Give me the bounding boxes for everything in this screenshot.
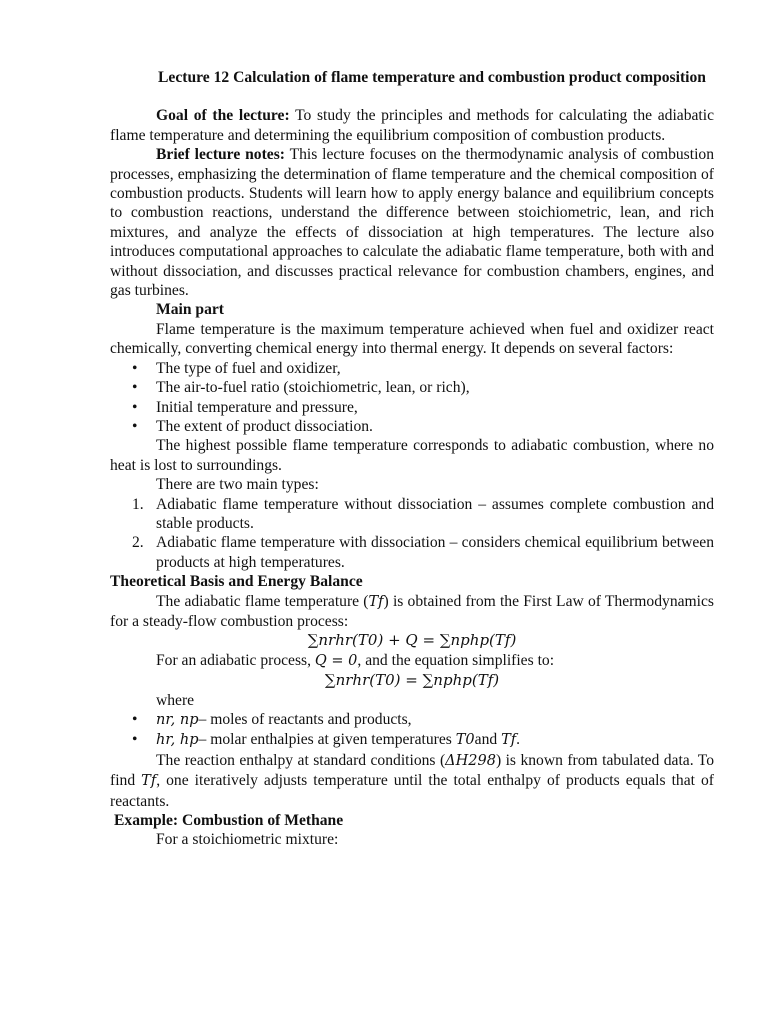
delta-h-symbol: ΔH298	[445, 752, 496, 769]
reaction-paragraph	[110, 751, 714, 811]
theory-post: ) is obtained from the First Law of Thermodynamics for a steady-flow combustion process:	[110, 592, 714, 630]
item-text: Adiabatic flame temperature with dissociation – considers chemical equilibrium between products at high temperatures.	[156, 534, 714, 571]
types-intro: There are two main types:	[156, 476, 319, 494]
list-item: • The type of fuel and oxidizer,	[110, 359, 714, 378]
item-text: Adiabatic flame temperature without dissociation – assumes complete combustion and stable products.	[156, 495, 714, 532]
list-item: • Initial temperature and pressure,	[110, 398, 714, 417]
list-item: • The extent of product dissociation.	[110, 417, 714, 436]
enthalpy-text: – molar enthalpies at given temperatures	[198, 731, 456, 749]
highest-paragraph: The highest possible flame temperature corresponds to adiabatic combustion, where no heat is lost to surroundings.	[110, 437, 714, 474]
reaction-pre: The reaction enthalpy at standard conditions (	[156, 751, 446, 769]
goal-text: To study the principles and methods for calculating the adiabatic flame temperature and determining the equilibrium composition of combustion products.	[110, 107, 715, 144]
adiabatic-pre: For an adiabatic process,	[156, 651, 315, 669]
tf-symbol: Tf	[501, 732, 517, 749]
main-intro: Flame temperature is the maximum temperature achieved when fuel and oxidizer react chemically, converting chemical energy into thermal energy. It depends on several factors:	[110, 320, 714, 358]
goal-label: Goal of the lecture:	[156, 107, 290, 125]
moles-symbol: nr, np	[156, 712, 199, 728]
item-number: 1.	[132, 495, 144, 513]
notes-paragraph	[110, 145, 714, 300]
document-page	[110, 68, 714, 850]
enthalpy-symbol: hr, hp	[156, 732, 199, 749]
goal-paragraph	[110, 106, 714, 145]
theory-heading: Theoretical Basis and Energy Balance	[110, 573, 363, 591]
list-item: • The air-to-fuel ratio (stoichiometric, lean, or rich),	[110, 378, 714, 397]
example-intro: For a stoichiometric mixture:	[156, 831, 339, 849]
list-item	[110, 533, 714, 572]
theory-pre: The adiabatic flame temperature (	[156, 592, 369, 610]
page-title: Lecture 12 Calculation of flame temperature and combustion product composition	[158, 69, 706, 86]
example-heading: Example: Combustion of Methane	[114, 812, 344, 830]
equation-energy-balance: ∑nrhr(T0) + Q = ∑nphp(Tf)	[307, 631, 517, 650]
notes-label: Brief lecture notes:	[156, 146, 285, 164]
and-text: and	[474, 731, 502, 749]
moles-text: – moles of reactants and products,	[198, 711, 412, 728]
factors-list	[110, 359, 714, 437]
definitions-list	[110, 710, 714, 751]
list-item	[110, 710, 714, 730]
equation-simplified: ∑nrhr(T0) = ∑nphp(Tf)	[324, 671, 500, 690]
list-item	[110, 730, 714, 750]
adiabatic-post: , and the equation simplifies to:	[357, 651, 555, 669]
types-list	[110, 495, 714, 573]
item-number: 2.	[132, 534, 144, 552]
q-zero-symbol: Q = 0	[314, 652, 358, 669]
where-label: where	[156, 691, 195, 709]
list-item	[110, 495, 714, 534]
period: .	[516, 731, 521, 749]
reaction-post: , one iteratively adjusts temperature until the total enthalpy of products equals that of reactants.	[110, 772, 714, 810]
theory-paragraph	[110, 592, 714, 632]
notes-text: This lecture focuses on the thermodynamic analysis of combustion processes, emphasizing the determination of flame temperature and the chemical composition of combustion products. Students will learn how to apply energy balance and equilibrium concepts to combustion reactions, understand the difference between stoichiometric, lean, and rich mixtures, and analyze the effects of dissociation at high temperatures. The lecture also introduces computational approaches to calculate the adiabatic flame temperature, both with and without dissociation, and discusses practical relevance for combustion chambers, engines, and gas turbines.	[110, 146, 714, 300]
adiabatic-paragraph	[110, 651, 714, 671]
main-heading: Main part	[156, 301, 225, 319]
tf-symbol: Tf	[141, 773, 157, 790]
reaction-mid: ) is known from tabulated data. To find	[110, 751, 714, 790]
t0-symbol: T0	[455, 732, 475, 749]
tf-symbol: Tf	[368, 593, 384, 610]
